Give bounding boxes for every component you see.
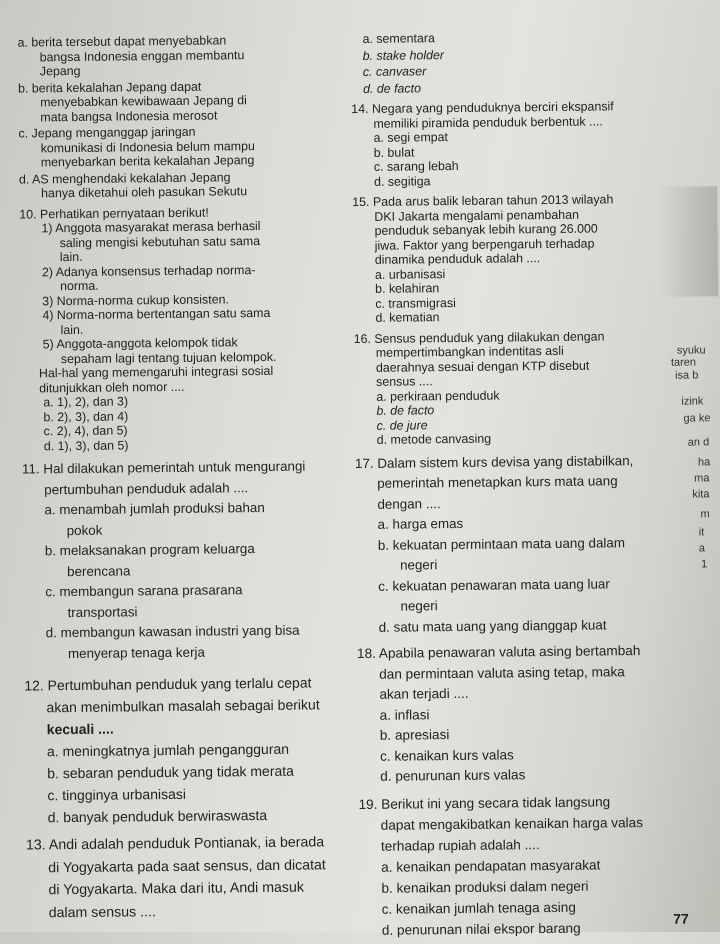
- edge-fragment: isa b: [675, 369, 699, 382]
- q16-opt-b: b. de facto: [376, 403, 435, 418]
- edge-fragment: syuku: [676, 344, 706, 357]
- q19-stem-l2: dapat mengakibatkan kenaikan harga valas: [380, 814, 644, 833]
- q17-stem-l3: dengan ....: [377, 495, 441, 512]
- q10-stem: 10. Perhatikan pernyataan berikut!: [19, 205, 209, 222]
- q18-opt-b: b. apresiasi: [379, 727, 450, 743]
- q9-opt-b-line1: b. berita kekalahan Jepang dapat: [17, 79, 202, 96]
- q10-opt-c: c. 2), 4), dan 5): [43, 423, 128, 439]
- q10-opt-d: d. 1), 3), dan 5): [43, 437, 129, 453]
- q11-opt-c-l1: c. membangun sarana prasarana: [45, 582, 243, 600]
- q15-opt-b: b. kelahiran: [375, 281, 440, 296]
- question-10: [19, 204, 352, 454]
- q14-opt-b: b. bulat: [373, 144, 415, 160]
- q11-opt-d-l2: menyerap tenaga kerja: [67, 644, 205, 661]
- q17-stem-l1: 17. Dalam sistem kurs devisa yang distabilkan,: [354, 452, 634, 471]
- question-13: [26, 831, 357, 924]
- q9-opt-d-line2: hanya diketahui oleh pasukan Sekutu: [41, 184, 248, 201]
- q12-opt-b: b. sebaran penduduk yang tidak merata: [47, 762, 295, 782]
- question-11: [22, 456, 354, 664]
- q9-opt-b-line3: mata bangsa Indonesia merosot: [40, 107, 218, 124]
- q9-opt-a-line1: a. berita tersebut dapat menyebabkan: [17, 33, 227, 50]
- q16-stem-l3: daerahnya sesuai dengan KTP disebut: [375, 358, 590, 375]
- q17-opt-c-l1: c. kekuatan penawaran mata uang luar: [378, 575, 610, 594]
- q16-opt-a: a. perkiraan penduduk: [376, 388, 500, 404]
- q14-opt-a: a. segi empat: [373, 130, 449, 145]
- edge-fragment: it: [698, 526, 705, 539]
- q10-item1-l2: saling mengisi kebutuhan satu sama: [59, 233, 261, 250]
- q15-stem-l3: penduduk sebanyak lebih kurang 26.000: [374, 221, 598, 238]
- q19-opt-a: a. kenaikan pendapatan masyarakat: [381, 857, 601, 875]
- q13-stem-l2: di Yogyakarta pada saat sensus, dan dicatat: [48, 856, 326, 876]
- q10-opt-a: a. 1), 2), dan 3): [43, 394, 129, 410]
- q10-item3: 3) Norma-norma cukup konsisten.: [42, 291, 229, 308]
- q9-opt-d-line1: d. AS menghendaki kekalahan Jepang: [18, 169, 231, 187]
- edge-fragment: kita: [692, 488, 710, 501]
- q9-options: [17, 32, 349, 201]
- edge-fragment: izink: [681, 395, 704, 408]
- q9-opt-a-line2: bangsa Indonesia enggan membantu: [39, 47, 245, 64]
- q9-opt-c-line1: c. Jepang menganggap jaringan: [18, 124, 196, 141]
- q12-opt-d: d. banyak penduduk berwiraswasta: [47, 806, 268, 826]
- q19-opt-d: d. penurunan nilai ekspor barang: [381, 920, 581, 938]
- q17-opt-a: a. harga emas: [377, 515, 464, 532]
- q14-opt-d: d. segitiga: [373, 173, 431, 189]
- q17-opt-b-l2: negeri: [399, 557, 438, 573]
- q10-item4-l1: 4) Norma-norma bertentangan satu sama: [42, 305, 271, 323]
- edge-fragment: m: [700, 508, 710, 521]
- right-column: [350, 27, 670, 941]
- q15-stem-l4: jiwa. Faktor yang berpengaruh terhadap: [374, 236, 595, 253]
- q16-stem-l2: mempertimbangkan indentitas asli: [375, 343, 564, 360]
- q16-stem-l4: sensus ....: [376, 374, 433, 389]
- q12-stem-l3: kecuali ....: [46, 720, 114, 738]
- q12-stem-l1: 12. Pertumbuhan penduduk yang terlalu cepat: [24, 674, 312, 694]
- q15-opt-c: c. transmigrasi: [375, 295, 456, 311]
- q10-opt-b: b. 2), 3), dan 4): [43, 408, 129, 424]
- q13-stem-l3: di Yogyakarta. Maka dari itu, Andi masuk: [48, 879, 305, 899]
- q9-opt-c-line3: menyebarkan berita kekalahan Jepang: [40, 153, 255, 170]
- q18-stem-l3: akan terjadi ....: [379, 685, 469, 702]
- q16-opt-c: c. de jure: [376, 417, 428, 433]
- q18-stem-l1: 18. Apabila penawaran valuta asing bertambah: [356, 643, 641, 662]
- edge-fragment: an d: [687, 436, 710, 449]
- q15-opt-a: a. urbanisasi: [374, 266, 446, 282]
- q14-stem-l2: memiliki piramida penduduk berbentuk ....: [373, 113, 603, 131]
- edge-fragment: ga ke: [683, 412, 711, 425]
- page-number: 77: [673, 910, 689, 927]
- q19-opt-b: b. kenaikan produksi dalam negeri: [381, 878, 589, 896]
- question-14: [351, 99, 662, 189]
- q13-opt-d: d. de facto: [362, 80, 421, 96]
- edge-fragment: ha: [697, 456, 711, 469]
- q14-opt-c: c. sarang lebah: [373, 158, 459, 174]
- q18-stem-l2: dan permintaan valuta asing tetap, maka: [379, 663, 625, 682]
- q15-stem-l5: dinamika penduduk adalah ....: [374, 251, 541, 267]
- q16-opt-d: d. metode canvasing: [376, 431, 492, 447]
- page-edge-shadow: [657, 186, 718, 297]
- q13-stem-l4: dalam sensus ....: [48, 903, 156, 921]
- q13-stem-l1: 13. Andi adalah penduduk Pontianak, ia berada: [25, 834, 325, 854]
- q13-options: [350, 29, 661, 96]
- q11-opt-d-l1: d. membangun kawasan industri yang bisa: [45, 622, 300, 641]
- question-12: [24, 671, 356, 828]
- q18-opt-a: a. inflasi: [379, 706, 430, 723]
- q11-stem-l2: pertumbuhan penduduk adalah ....: [44, 479, 249, 497]
- q10-prompt-l2: ditunjukkan oleh nomor ....: [39, 379, 185, 395]
- q16-stem-l1: 16. Sensus penduduk yang dilakukan dengan: [353, 328, 605, 346]
- q11-opt-a-l1: a. menambah jumlah produksi bahan: [44, 499, 265, 518]
- q11-stem-l1: 11. Hal dilakukan pemerintah untuk mengurangi: [21, 458, 306, 477]
- q17-opt-b-l1: b. kekuatan permintaan mata uang dalam: [377, 534, 626, 553]
- q11-opt-b-l2: berencana: [67, 562, 131, 579]
- q18-opt-d: d. penurunan kurs valas: [380, 767, 526, 784]
- q11-opt-b-l1: b. melaksanakan program keluarga: [44, 541, 255, 559]
- q15-opt-d: d. kematian: [375, 310, 440, 325]
- q17-opt-c-l2: negeri: [400, 598, 438, 614]
- q15-stem-l1: 15. Pada arus balik lebaran tahun 2013 wilayah: [352, 192, 614, 210]
- q9-opt-a-line3: Jepang: [39, 63, 81, 79]
- q11-opt-c-l2: transportasi: [67, 603, 138, 620]
- q10-item1-l1: 1) Anggota masyarakat merasa berhasil: [41, 219, 261, 236]
- question-18: [357, 641, 668, 788]
- q14-stem-l1: 14. Negara yang penduduknya berciri ekspansif: [351, 99, 614, 117]
- edge-fragment: ma: [694, 472, 710, 485]
- left-column: [17, 30, 356, 924]
- q10-item1-l3: lain.: [59, 249, 83, 265]
- q9-opt-c-line2: komunikasi di Indonesia belum mampu: [40, 138, 255, 155]
- q12-opt-a: a. meningkatnya jumlah pengangguran: [46, 740, 290, 760]
- edge-fragment: taren: [670, 356, 697, 369]
- q10-item5-l1: 5) Anggota-anggota kelompok tidak: [42, 335, 238, 352]
- question-15: [352, 192, 663, 326]
- q9-opt-b-line2: menyebabkan kewibawaan Jepang di: [40, 93, 247, 110]
- q13-opt-a: a. sementara: [362, 31, 435, 46]
- question-19: [358, 790, 670, 940]
- q10-item5-l2: sepaham lagi tentang tujuan kelompok.: [60, 349, 277, 366]
- q19-opt-c: c. kenaikan jumlah tenaga asing: [381, 899, 576, 917]
- question-16: [354, 328, 665, 447]
- q19-stem-l1: 19. Berikut ini yang secara tidak langsung: [358, 793, 611, 812]
- q10-item4-l2: lain.: [60, 322, 84, 337]
- q12-stem-l2: akan menimbulkan masalah sebagai berikut: [46, 696, 320, 716]
- edge-fragment: a: [698, 542, 706, 555]
- q10-item2-l2: norma.: [60, 278, 99, 294]
- q11-opt-a-l2: pokok: [66, 522, 103, 538]
- q13-opt-c: c. canvaser: [362, 64, 427, 79]
- q15-stem-l2: DKI Jakarta mengalami penambahan: [374, 207, 580, 224]
- q10-item2-l1: 2) Adanya konsensus terhadap norma-: [41, 262, 256, 279]
- q13-opt-b: b. stake holder: [362, 47, 445, 63]
- q10-prompt-l1: Hal-hal yang memengaruhi integrasi sosial: [38, 363, 274, 381]
- q17-opt-d: d. satu mata uang yang dianggap kuat: [378, 616, 607, 635]
- q18-opt-c: c. kenaikan kurs valas: [379, 746, 514, 764]
- q19-stem-l3: terhadap rupiah adalah ....: [380, 836, 540, 854]
- q17-stem-l2: pemerintah menetapkan kurs mata uang: [377, 473, 618, 491]
- q12-opt-c: c. tingginya urbanisasi: [47, 785, 187, 804]
- question-17: [355, 450, 667, 638]
- edge-fragment: 1: [700, 558, 708, 571]
